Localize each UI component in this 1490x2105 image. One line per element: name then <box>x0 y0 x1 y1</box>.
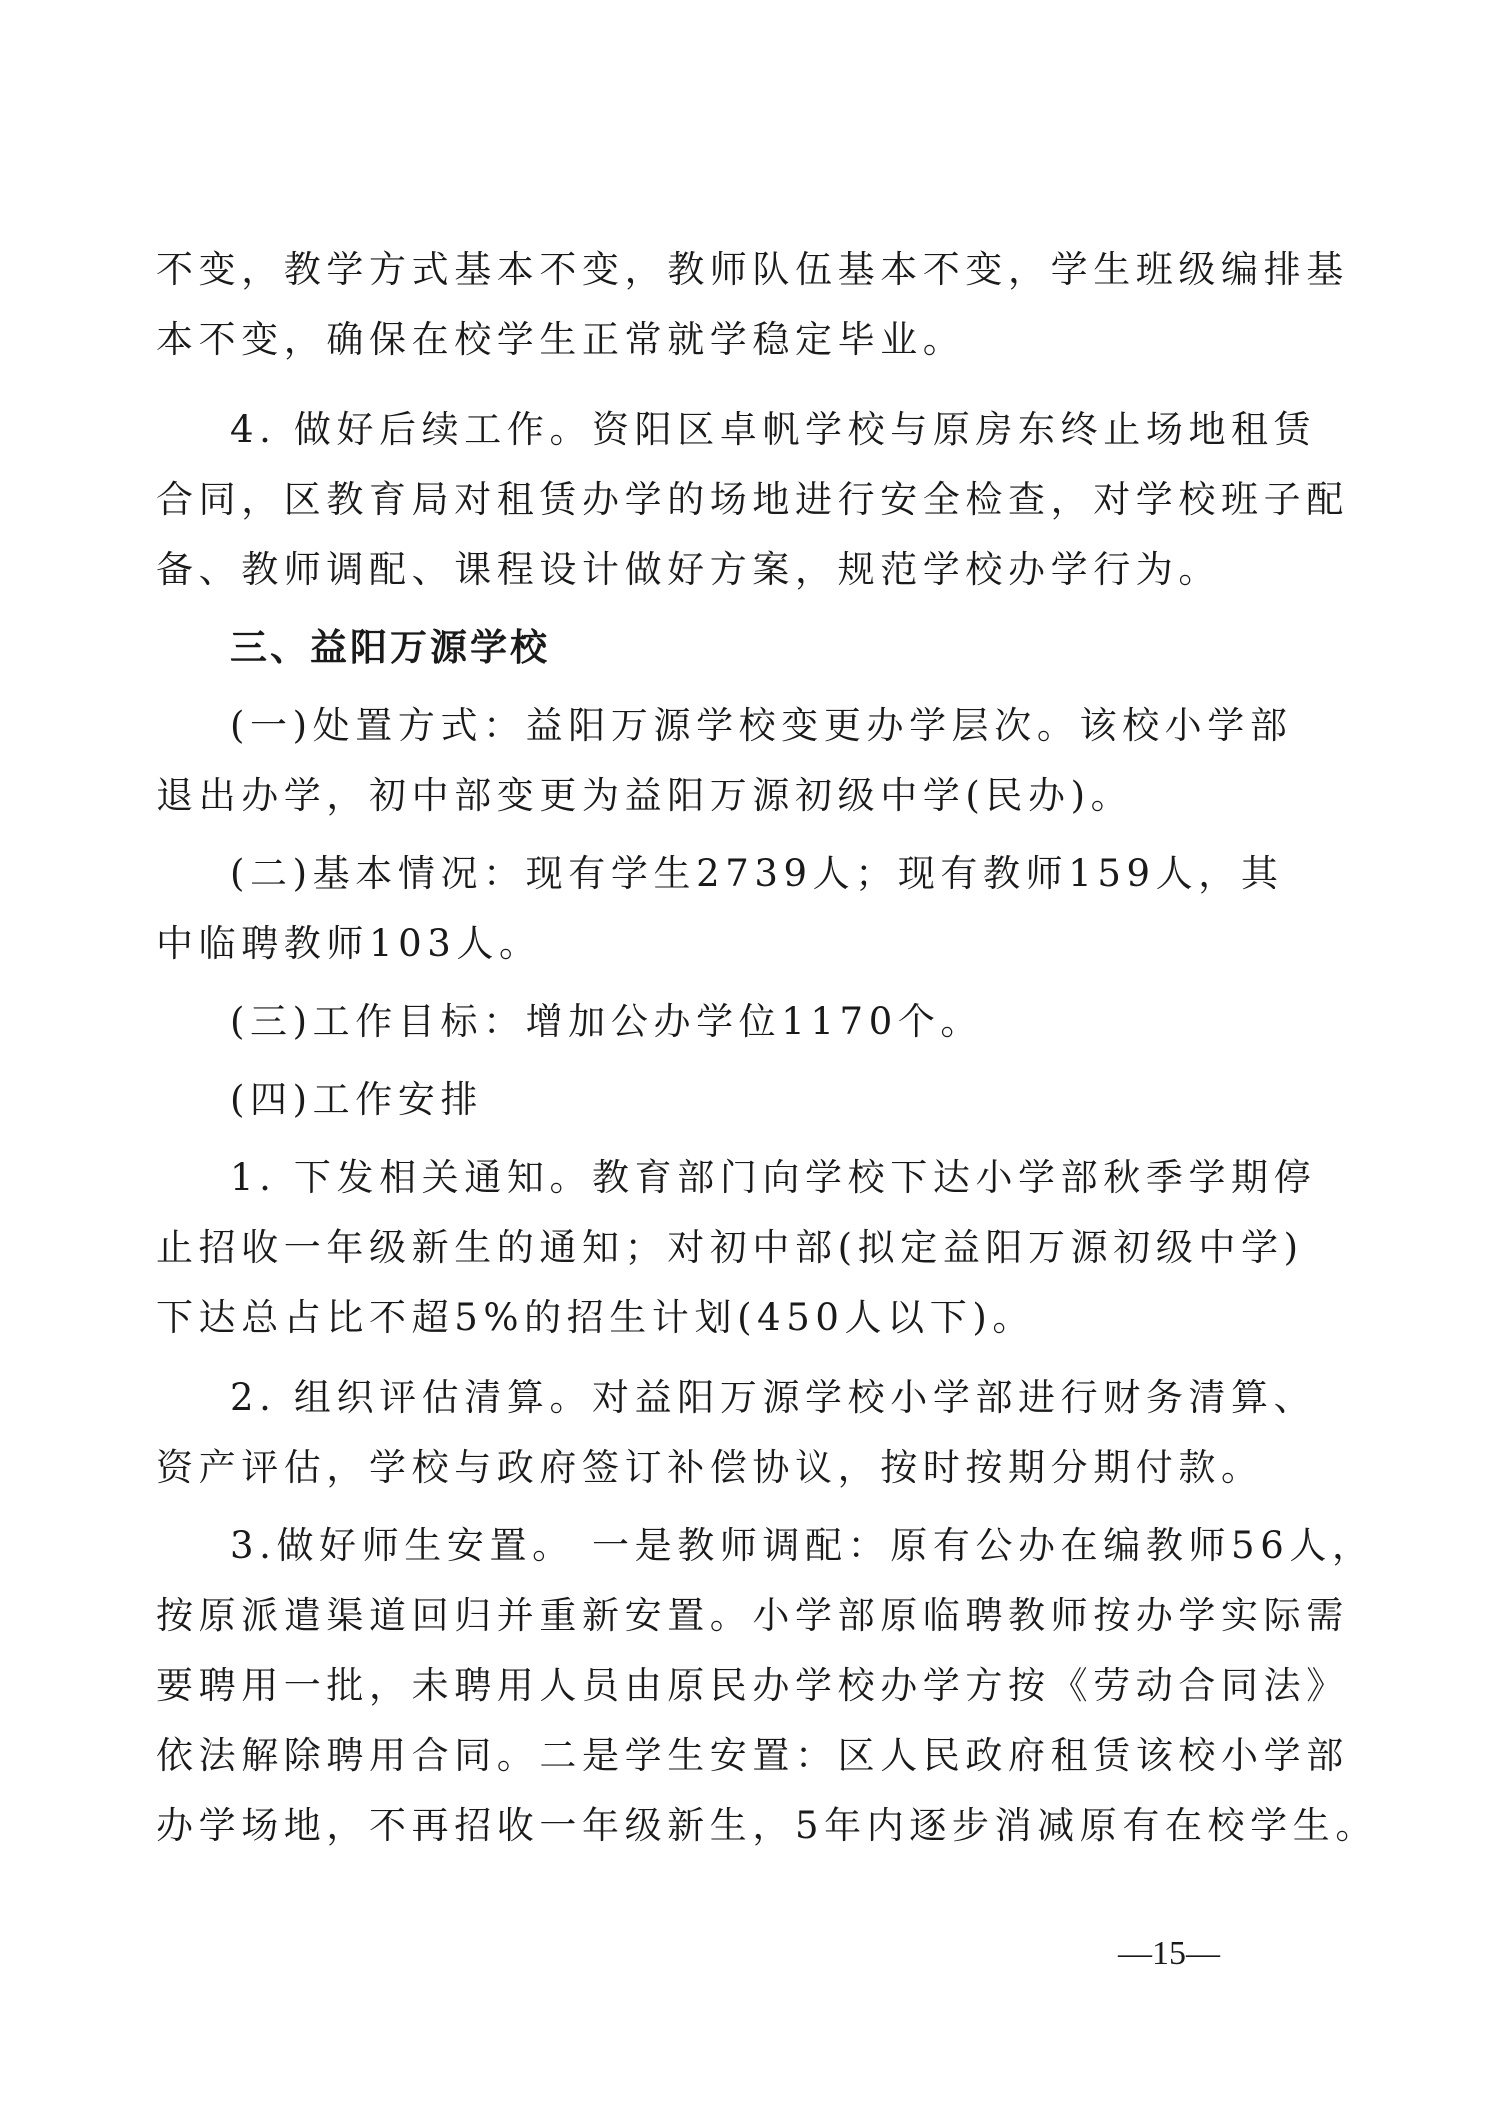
section-heading: 三、益阳万源学校 <box>230 626 550 669</box>
body-text-line: 备、教师调配、课程设计做好方案，规范学校办学行为。 <box>156 548 1221 591</box>
body-text-line: 依法解除聘用合同。二是学生安置：区人民政府租赁该校小学部 <box>156 1734 1349 1777</box>
body-text-line: 止招收一年级新生的通知；对初中部(拟定益阳万源初级中学) <box>156 1226 1304 1269</box>
body-text-line: 资产评估，学校与政府签订补偿协议，按时按期分期付款。 <box>156 1446 1264 1489</box>
body-text-line: 2. 组织评估清算。对益阳万源学校小学部进行财务清算、 <box>230 1376 1317 1419</box>
subsection-heading: (四)工作安排 <box>230 1078 484 1121</box>
body-text-line: 合同，区教育局对租赁办学的场地进行安全检查，对学校班子配 <box>156 478 1349 521</box>
body-text-line: 本不变，确保在校学生正常就学稳定毕业。 <box>156 318 966 361</box>
body-text-line: 下达总占比不超5%的招生计划(450人以下)。 <box>156 1296 1035 1339</box>
body-text-line: 4. 做好后续工作。资阳区卓帆学校与原房东终止场地租赁 <box>230 408 1317 451</box>
body-text-line: 退出办学，初中部变更为益阳万源初级中学(民办)。 <box>156 774 1134 817</box>
body-text-line: (三)工作目标：增加公办学位1170个。 <box>230 1000 984 1043</box>
body-text-line: 1. 下发相关通知。教育部门向学校下达小学部秋季学期停 <box>230 1156 1317 1199</box>
body-text-line: 中临聘教师103人。 <box>156 922 542 965</box>
page-number: —15— <box>1118 1935 1220 1972</box>
body-text-line: (二)基本情况：现有学生2739人；现有教师159人，其 <box>230 852 1284 895</box>
body-text-line: 要聘用一批，未聘用人员由原民办学校办学方按《劳动合同法》 <box>156 1664 1349 1707</box>
body-text-line: 办学场地，不再招收一年级新生，5年内逐步消减原有在校学生。 <box>156 1804 1378 1847</box>
body-text-line: 3.做好师生安置。 一是教师调配：原有公办在编教师56人， <box>230 1524 1375 1567</box>
body-text-line: 不变，教学方式基本不变，教师队伍基本不变，学生班级编排基 <box>156 248 1349 291</box>
body-text-line: 按原派遣渠道回归并重新安置。小学部原临聘教师按办学实际需 <box>156 1594 1349 1637</box>
body-text-line: (一)处置方式：益阳万源学校变更办学层次。该校小学部 <box>230 704 1293 747</box>
